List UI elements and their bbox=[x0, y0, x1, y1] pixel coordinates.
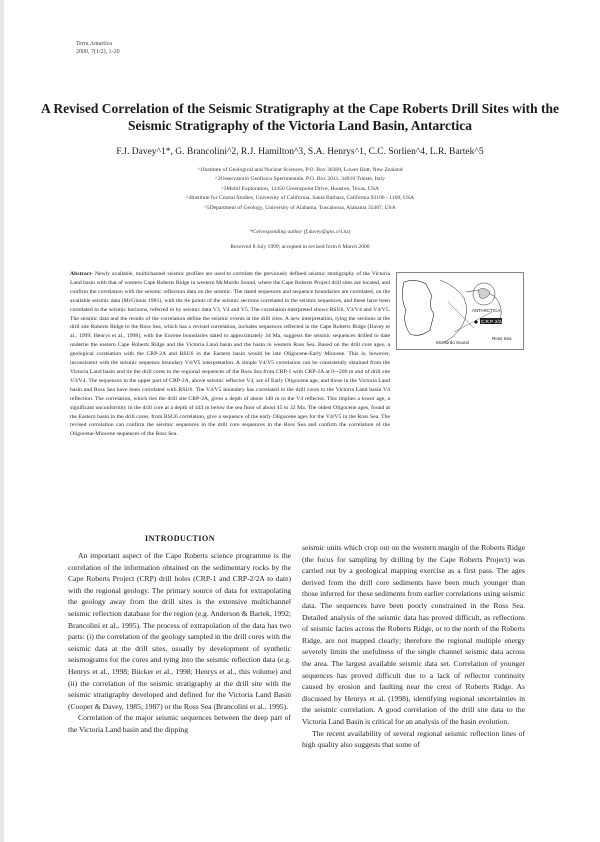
body-paragraph: An important aspect of the Cape Roberts science programme is the correlation of the information obtained on the sedimentary rocks by the Cape Roberts Project (CRP) drill holes (CRP-1 and CRP-2/2A to date) with the regional geology. The primary source of data for extrapolating the geology away from the drill sites is the extensive multichannel seismic reflection database for the region (e.g. Anderson & Bartek, 1992; Brancolini et al., 1995). The process of extrapolation of the data has two parts: (i) the correlation of the geology sampled in the drill cores with the seismic data at the drill sites, usually by development of synthetic seismograms for the cores and tying into the seismic reflection data (e.g. Henrys et al., 1998; Bücker et al., 1998; Henrys et al., this volume) and (ii) the correlation of the seismic stratigraphy at the drill site with the seismic stratigraphy developed and defined for the Victoria Land Basin (Cooper & Davey, 1985; 1987) or the Ross Sea (Brancolini et al., 1995). bbox=[68, 551, 291, 711]
scan-edge bbox=[0, 0, 4, 842]
journal-name: Terra Antartica bbox=[76, 41, 113, 47]
affiliation: ^4Institute for Crustal Studies, University of California, Santa Barbara, California 93106 - 1100, USA bbox=[185, 195, 415, 202]
inset-label: ANTARCTICA bbox=[472, 308, 501, 313]
paper-title: A Revised Correlation of the Seismic Stratigraphy at the Cape Roberts Drill Sites with the Seismic Stratigraphy of the Victoria Land Basin, Antarctica bbox=[41, 101, 559, 133]
body-paragraph: Correlation of the major seismic sequences between the deep part of the Victoria Land basin and the dipping bbox=[68, 713, 291, 734]
abstract-text: - Newly available, multichannel seismic profiles are used to correlate the previously defined seismic stratigraphy of the Victoria Land basin with that of western Cape Roberts Ridge in western McMurdo Sound, where the Cape Roberts Project drill sites are located, and confirm the correlation with the seismic reflection data on the seismic. The dated sequences and sequence boundaries are correlated, on the available seismic data (McGinnis 1981), with the tie points of the seismic sections correlated to the seismic sequences, and these have been correlated to the seismic horizons, referred to by seismic data V3, V4 and V5. The correlation interpreted shows RSU6, V3/V4 and V4/V5. The seismic data and the results of the correlation define the seismic events at the drill sites. A new interpretation, tying the sections at the drill site Roberts Ridge to the Ross Sea, which has a revised correlation, includes sequences reflected in the Cape Roberts Ridge (Davey et al., 1999; Henrys et al., 1998), with the Eocene boundaries dated to approximately 34 Ma, suggests the seismic sequences drilled to date underlie the eastern Cape Roberts Ridge and the Victoria Land basin and the basin in western Ross Sea. Based on the drill core ages, a geological correlation with the CRP-2A and RSU6 in the Eastern basin would be late Oligocene-Early Miocene. This is, however, inconsistent with the seismic sequence boundary V4/V5 interpretation. A simple V4/V5 correlation can be consistently obtained from the Victoria Land basin and tie the drill cores to the regional sequences of the Ross Sea from CRP-1 with CRP-2A at 0-~200 m and of drill site V3/V4. The sequences in the upper part of CRP-2A, above seismic reflector V4, are of Early Oligocene age, and those in the Victoria Land basin and Ross Sea have been correlated with RSU6. The V4/V5 boundary has correlated in the drill cores to the Victoria Land basin V4 reflection. The correlation, which ties the drill site CRP-2A, gives a depth of about 140 m to the V4 reflector. This implies a lower age, a significant unconformity in the drill core at a depth of 443 m below the sea floor of about 45 to 32 Ma. The oldest Oligocene ages, found at the Eastern basin in the drill cores, from RSU6 correlation, give a sequence of the early Oligocene ages for the V4/V5 in the Ross Sea. The revised correlation can confirm the seismic sequences in the drill core sequences in the Ross Sea and confirm the correlation of the Oligocene-Miocene sequences of the Ross Sea. bbox=[70, 271, 390, 438]
section-heading: INTRODUCTION bbox=[144, 534, 215, 543]
drill-site-marker bbox=[474, 320, 477, 323]
abstract-label: Abstract bbox=[70, 271, 92, 277]
body-paragraph: seismic units which crop out on the western margin of the Roberts Ridge (the focus for sampling by drilling by the Cape Roberts Project) was carried out by a geological mapping exercise as a first pass. The ages derived from the drill core sediments have been much younger than those inferred for these sediments from earlier correlations using seismic data. The sequences have been poorly constrained in the Ross Sea. Detailed analysis of the seismic data has proved difficult, as reflections of seismic facies across the Roberts Ridge, or to the north of the Roberts Ridge, are not mapped clearly; therefore the regional multiple energy severely limits the usefulness of the single channel seismic data across the area. The largest available seismic data set. Correlation of younger sequences has proved difficult due to a lack of reflector continuity caused by erosion and faulting near the crest of Roberts Ridge. As discussed by Henrys et al. (1998), identifying regional uncertainties in the seismic correlation. A good correlation of the drill site data to the Victoria Land Basin is critical for an analysis of the basin evolution. bbox=[302, 543, 525, 726]
affiliations bbox=[60, 166, 540, 213]
corresponding-author: *Corresponding author (f.davey@gns.cri.nz) bbox=[249, 229, 351, 235]
affiliation: ^3Mobil Exploration, 12450 Greenspoint Drive, Houston, Texas, USA bbox=[221, 185, 379, 192]
affiliation: ^5Department of Geology, University of Alabama, Tuscaloosa, Alabama 35487, USA bbox=[204, 204, 396, 211]
journal-info bbox=[76, 40, 120, 56]
location-map bbox=[396, 272, 524, 350]
place-label: McMurdo Sound bbox=[436, 340, 470, 345]
received-dates: Received 8 July 1999; accepted in revised form 6 March 2000 bbox=[230, 244, 370, 250]
journal-citation: 2000, 7(1/2), 1-20 bbox=[76, 49, 120, 55]
affiliation: ^1Institute of Geological and Nuclear Sciences, P.O. Box 30368, Lower Hutt, New Zealand bbox=[197, 167, 403, 173]
body-column-right bbox=[302, 542, 525, 751]
body-paragraph: The recent availability of several regional seismic reflection lines of high quality also suggests that some of bbox=[302, 728, 525, 750]
site-label: C.R.P. 2/2A bbox=[481, 318, 505, 324]
body-column-left bbox=[68, 550, 291, 736]
affiliation: ^2Osservatorio Geofisico Sperimentale, P.O. Box 2011, 34016 Trieste, Italy bbox=[215, 176, 385, 183]
author-list: F.J. Davey^1*, G. Brancolini^2, R.J. Hamilton^3, S.A. Henrys^1, C.C. Sorlien^4, L.R. Bartek^5 bbox=[116, 147, 484, 157]
place-label: Ross Sea bbox=[492, 336, 512, 341]
